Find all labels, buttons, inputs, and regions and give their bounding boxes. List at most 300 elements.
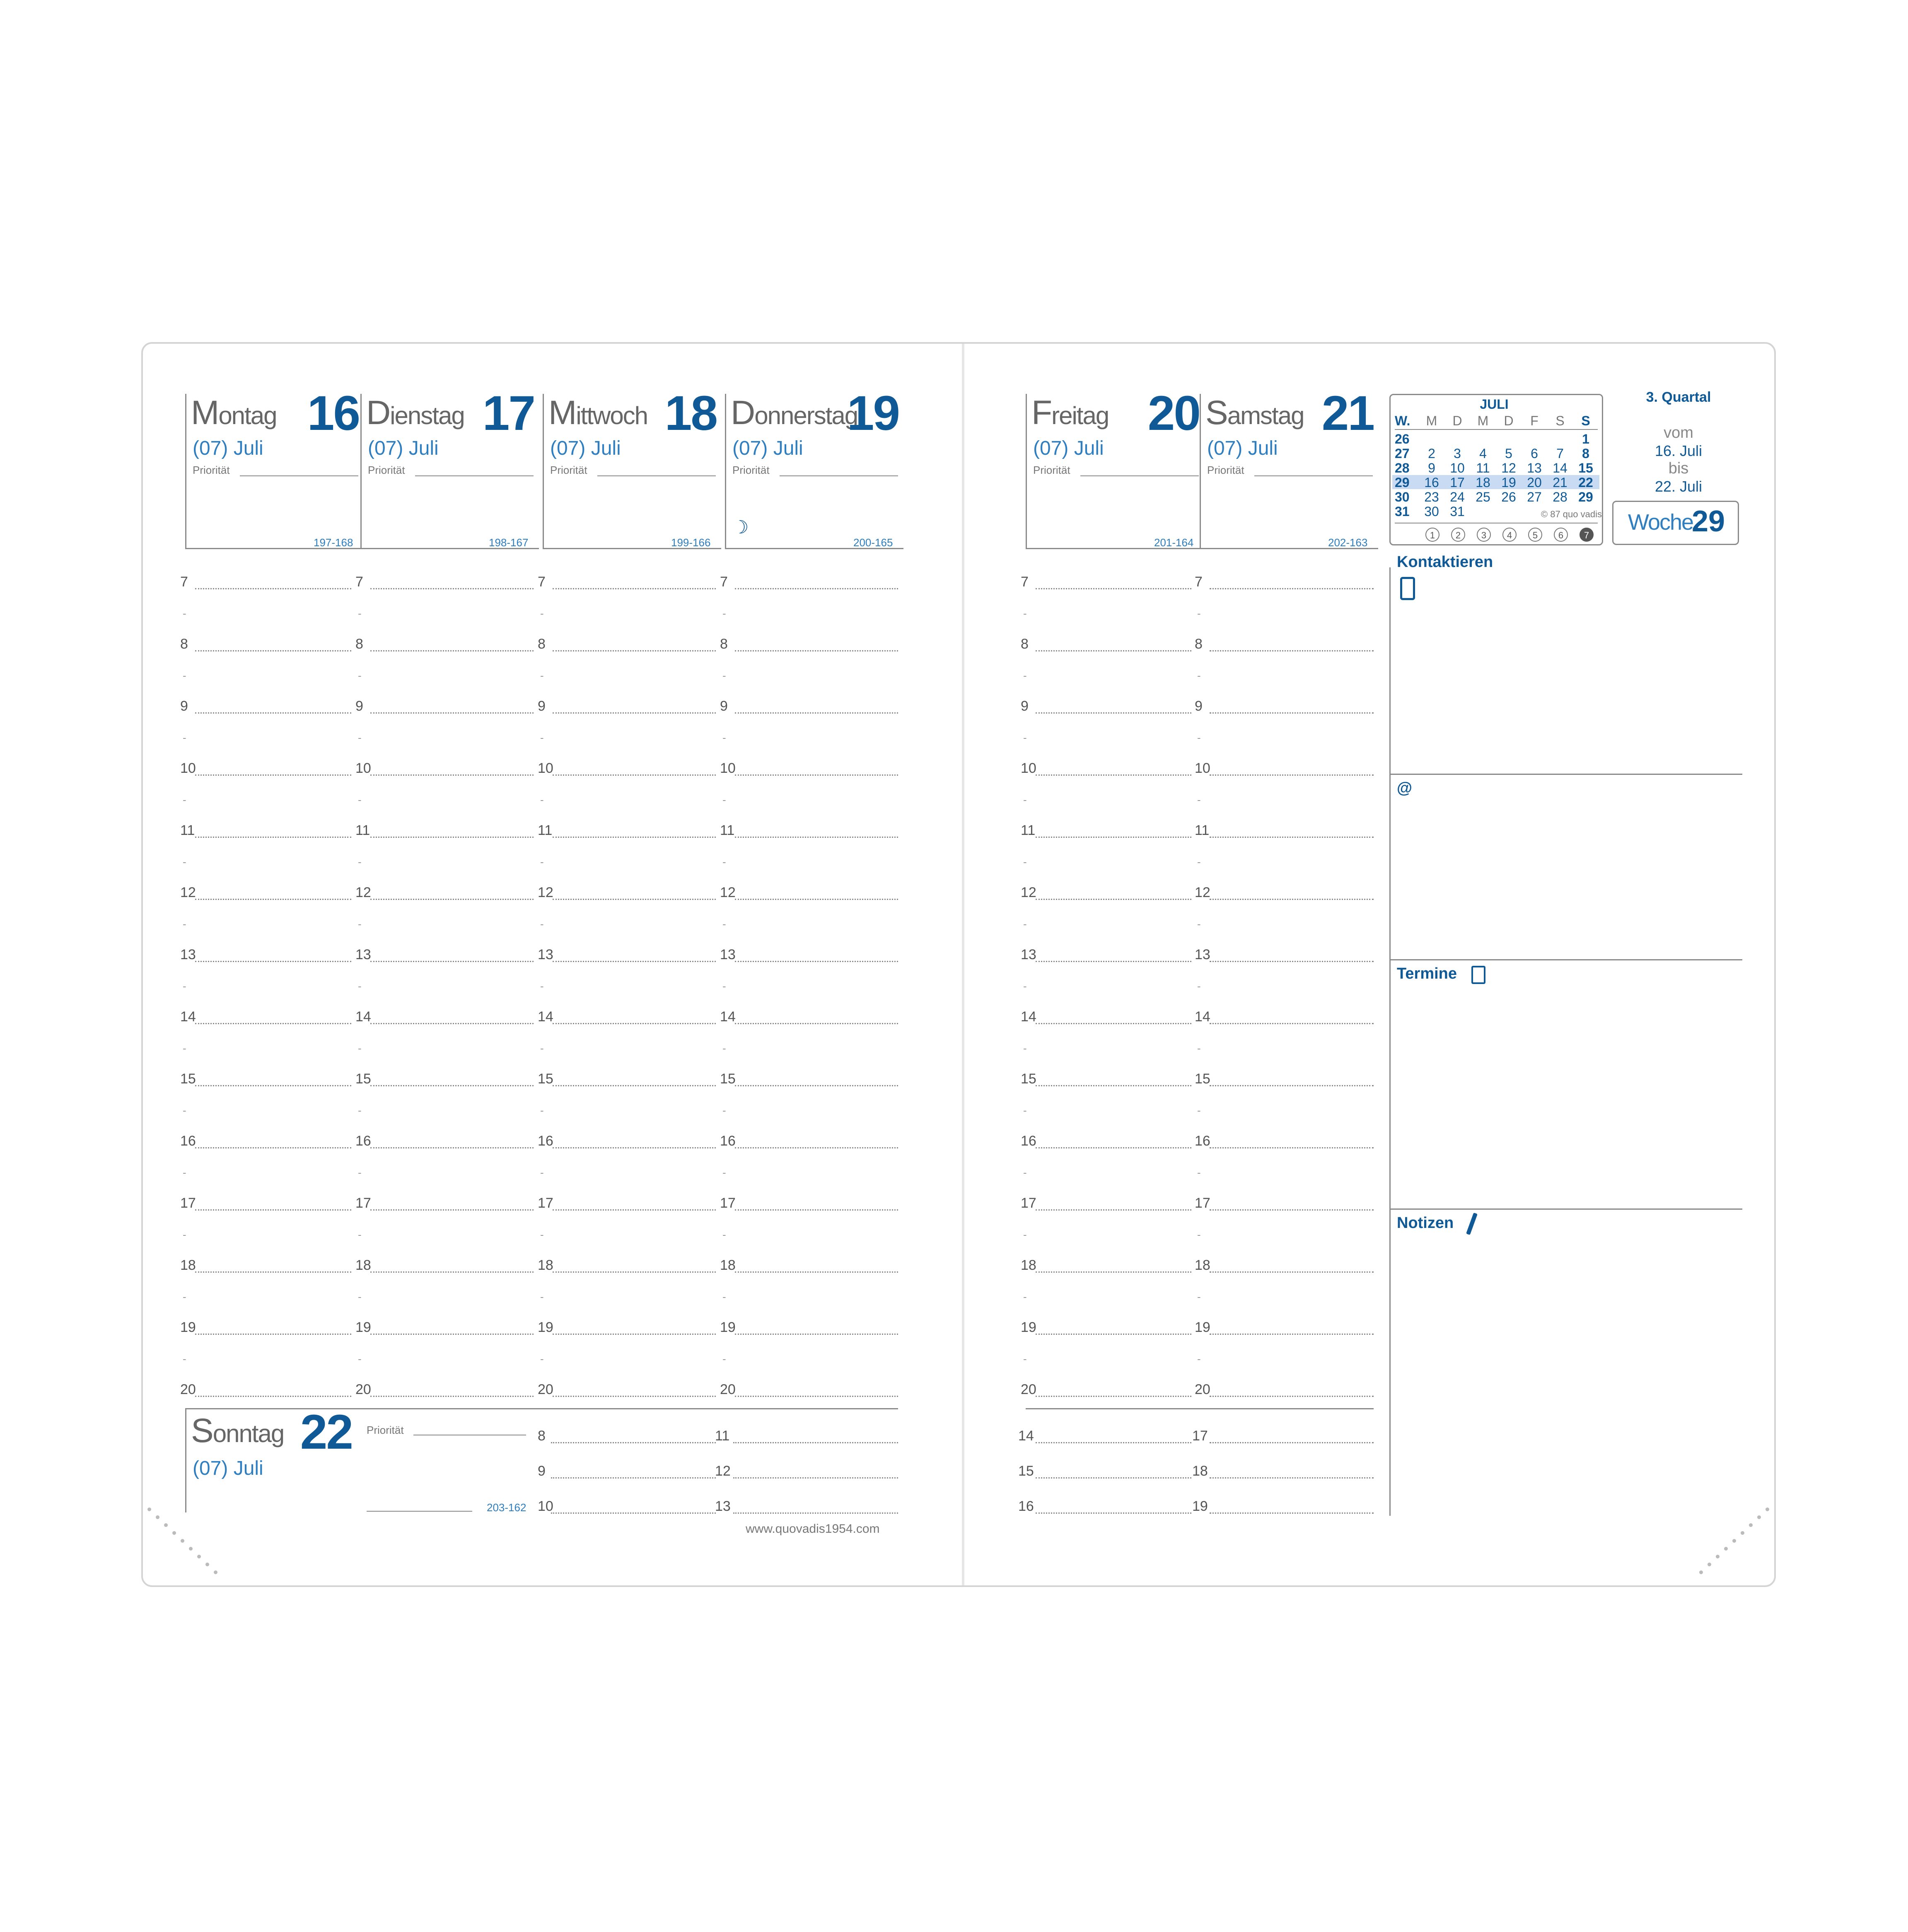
priority-label: Priorität: [1207, 464, 1244, 476]
hour-line: [735, 1147, 898, 1148]
hour-line: [1210, 1271, 1374, 1273]
mini-calendar-day: 11: [1476, 461, 1490, 475]
half-hour-mark: -: [722, 1166, 726, 1179]
hour-label: 15: [355, 1071, 371, 1087]
day-count: 202-163: [1328, 536, 1368, 549]
hour-label: 18: [180, 1257, 196, 1273]
half-hour-mark: -: [722, 1104, 726, 1117]
day-name-initial: M: [191, 394, 219, 432]
day-name-initial: D: [366, 394, 390, 432]
day-name: [1205, 393, 1304, 432]
priority-line: [780, 475, 898, 476]
hour-label: 20: [355, 1382, 371, 1397]
hour-line: [370, 837, 534, 838]
hour-label: 11: [355, 822, 370, 838]
hour-line: [735, 712, 898, 714]
half-hour-mark: -: [540, 607, 544, 620]
hour-line: [1036, 712, 1191, 714]
hour-label: 19: [180, 1319, 196, 1335]
day-name-initial: S: [1205, 394, 1227, 432]
perforation-dot: [1741, 1531, 1744, 1535]
perforation-dot: [1699, 1570, 1703, 1574]
half-hour-mark: -: [1197, 856, 1201, 868]
hour-label: 17: [1021, 1195, 1036, 1211]
hour-label: 18: [1021, 1257, 1036, 1273]
mini-calendar-day: 21: [1553, 475, 1567, 490]
half-hour-mark: -: [1197, 607, 1201, 620]
hour-line: [1210, 712, 1374, 714]
hour-label: 16: [538, 1133, 553, 1149]
phone-icon: [1400, 577, 1415, 600]
hour-line: [1210, 588, 1374, 589]
half-hour-mark: -: [358, 1166, 362, 1179]
day-name: [1031, 393, 1109, 432]
half-hour-mark: -: [722, 1290, 726, 1303]
hour-line: [735, 899, 898, 900]
hour-label: 13: [180, 947, 196, 962]
hour-label: 17: [720, 1195, 736, 1211]
hour-line: [553, 961, 716, 962]
hour-line: [195, 899, 351, 900]
half-hour-mark: -: [183, 1166, 186, 1179]
half-hour-mark: -: [358, 1228, 362, 1241]
mini-calendar-day: 18: [1476, 475, 1490, 490]
hour-line: [1210, 1334, 1374, 1335]
moon-phase-icon: ☽: [732, 517, 749, 538]
half-hour-mark: -: [722, 1228, 726, 1241]
hour-label: 7: [720, 574, 728, 590]
mini-calendar-header: D: [1452, 413, 1462, 428]
mini-calendar-day: 13: [1527, 461, 1542, 475]
hour-line: [370, 1085, 534, 1086]
half-hour-mark: -: [1023, 1290, 1027, 1303]
mini-calendar-header: D: [1504, 413, 1514, 428]
hour-label: 8: [355, 636, 363, 652]
mini-calendar-week-number: 27: [1395, 446, 1410, 461]
hour-label: 19: [1195, 1319, 1210, 1335]
hour-line: [1210, 837, 1374, 838]
hour-label: 12: [538, 885, 553, 900]
hour-label: 20: [720, 1382, 736, 1397]
hour-label: 12: [1195, 885, 1210, 900]
hour-label: 17: [1195, 1195, 1210, 1211]
hour-label: 19: [538, 1319, 553, 1335]
half-hour-mark: -: [1197, 1104, 1201, 1117]
half-hour-mark: -: [358, 980, 362, 992]
hour-label: 9: [1195, 698, 1203, 714]
half-hour-mark: -: [722, 669, 726, 682]
mini-calendar-day: 5: [1505, 446, 1512, 461]
hour-label: 9: [538, 1463, 546, 1479]
perforation-dot: [189, 1547, 193, 1551]
hour-label: 12: [180, 885, 196, 900]
weekday-number-circle: 3: [1477, 528, 1491, 542]
hour-label: 10: [538, 1498, 553, 1514]
sidebar-left-border: [1389, 567, 1391, 1516]
half-hour-mark: -: [1023, 1228, 1027, 1241]
day-number: 18: [664, 386, 717, 441]
quarter-label: 3. Quartal: [1646, 389, 1711, 405]
weekday-number-circle: 1: [1425, 528, 1439, 542]
hour-line: [553, 1396, 716, 1397]
half-hour-mark: -: [183, 731, 186, 744]
mini-calendar: [1389, 394, 1603, 545]
hour-label: 14: [1021, 1009, 1036, 1025]
hour-line: [735, 961, 898, 962]
mini-calendar-day: 8: [1582, 446, 1589, 461]
half-hour-mark: -: [540, 1290, 544, 1303]
hour-line: [1036, 774, 1191, 776]
hour-line: [195, 1334, 351, 1335]
email-rule: [1389, 959, 1742, 960]
hour-label: 17: [355, 1195, 371, 1211]
hour-line: [553, 1085, 716, 1086]
priority-label: Priorität: [732, 464, 770, 476]
hour-label: 16: [355, 1133, 371, 1149]
perforation-dot: [172, 1531, 176, 1535]
week-number: 29: [1692, 505, 1725, 538]
day-number: 20: [1147, 386, 1200, 441]
hour-line: [553, 1271, 716, 1273]
half-hour-mark: -: [183, 669, 186, 682]
hour-label: 16: [180, 1133, 196, 1149]
day-month: (07) Juli: [550, 437, 621, 459]
mini-calendar-day: 3: [1454, 446, 1461, 461]
half-hour-mark: -: [1197, 1228, 1201, 1241]
priority-label: Priorität: [367, 1424, 404, 1436]
perforation-dot: [1724, 1547, 1728, 1551]
hour-label: 13: [1021, 947, 1036, 962]
half-hour-mark: -: [1023, 856, 1027, 868]
day-name: [191, 393, 276, 432]
half-hour-mark: -: [722, 731, 726, 744]
hour-line: [735, 1209, 898, 1211]
hour-line: [553, 899, 716, 900]
hour-line: [1036, 588, 1191, 589]
hour-line: [553, 1334, 716, 1335]
hour-line: [735, 1271, 898, 1273]
hour-line: [1036, 1085, 1191, 1086]
hour-line: [370, 774, 534, 776]
day-number: 19: [847, 386, 899, 441]
hour-line: [370, 1209, 534, 1211]
hour-line: [551, 1512, 716, 1514]
hour-label: 9: [180, 698, 188, 714]
termine-title: Termine: [1397, 965, 1457, 982]
hour-line: [1210, 1085, 1374, 1086]
mini-calendar-day: 30: [1424, 504, 1439, 519]
half-hour-mark: -: [1197, 1042, 1201, 1054]
hour-label: 19: [1021, 1319, 1036, 1335]
perforation-dot: [164, 1523, 168, 1527]
hour-line: [1210, 961, 1374, 962]
hour-line: [735, 588, 898, 589]
hour-line: [370, 712, 534, 714]
hour-label: 8: [1021, 636, 1029, 652]
mini-calendar-week-number: 26: [1395, 432, 1410, 446]
hour-label: 9: [355, 698, 363, 714]
weekday-number-circle: 6: [1554, 528, 1568, 542]
half-hour-mark: -: [1023, 669, 1027, 682]
hour-line: [1210, 1209, 1374, 1211]
half-hour-mark: -: [183, 1290, 186, 1303]
hour-line: [735, 837, 898, 838]
weekday-number-circle: 2: [1451, 528, 1465, 542]
half-hour-mark: -: [183, 1042, 186, 1054]
hour-label: 9: [538, 698, 546, 714]
half-hour-mark: -: [1197, 1166, 1201, 1179]
email-at-label: @: [1397, 779, 1413, 797]
hour-label: 16: [1195, 1133, 1210, 1149]
half-hour-mark: -: [540, 1166, 544, 1179]
hour-label: 15: [180, 1071, 196, 1087]
mini-calendar-header: S: [1581, 413, 1590, 428]
half-hour-mark: -: [540, 918, 544, 930]
hour-label: 16: [1021, 1133, 1036, 1149]
mini-calendar-header: S: [1555, 413, 1565, 428]
hour-line: [370, 899, 534, 900]
mini-calendar-day: 6: [1531, 446, 1538, 461]
quarter-bis: bis: [1668, 460, 1689, 477]
mini-calendar-day: 4: [1479, 446, 1487, 461]
hour-label: 8: [538, 636, 546, 652]
half-hour-mark: -: [722, 856, 726, 868]
hour-label: 20: [538, 1382, 553, 1397]
hour-label: 11: [1195, 822, 1210, 838]
mini-calendar-copyright: © 87 quo vadis: [1541, 509, 1602, 519]
hour-line: [1210, 1023, 1374, 1024]
mini-calendar-day: 17: [1450, 475, 1465, 490]
half-hour-mark: -: [358, 794, 362, 806]
perforation-dot: [1757, 1515, 1761, 1519]
priority-label: Priorität: [1033, 464, 1070, 476]
day-name-initial: F: [1031, 394, 1052, 432]
mini-calendar-week-number: 30: [1395, 490, 1410, 504]
hour-label: 13: [720, 947, 736, 962]
mini-calendar-day: 12: [1501, 461, 1516, 475]
hour-label: 11: [538, 822, 553, 838]
hour-label: 18: [1192, 1463, 1208, 1479]
hour-label: 14: [720, 1009, 736, 1025]
hour-label: 8: [538, 1428, 546, 1444]
hour-label: 12: [355, 885, 371, 900]
hour-line: [370, 1147, 534, 1148]
half-hour-mark: -: [540, 1104, 544, 1117]
mini-calendar-day: 9: [1428, 461, 1435, 475]
termine-rule: [1389, 1208, 1742, 1210]
hour-line: [1210, 899, 1374, 900]
hour-line: [1036, 1271, 1191, 1273]
hour-label: 20: [180, 1382, 196, 1397]
sunday-box-border: [185, 1409, 186, 1512]
hour-label: 17: [180, 1195, 196, 1211]
mini-calendar-day: 7: [1556, 446, 1564, 461]
kontaktieren-title: Kontaktieren: [1397, 553, 1493, 571]
hour-label: 15: [1195, 1071, 1210, 1087]
hour-line: [1210, 1396, 1374, 1397]
hour-line: [735, 1334, 898, 1335]
week-label: Woche: [1628, 510, 1693, 535]
half-hour-mark: -: [1023, 1042, 1027, 1054]
perforation-dot: [1708, 1563, 1711, 1566]
mini-calendar-header: M: [1426, 413, 1437, 428]
quarter-vom: vom: [1664, 424, 1693, 441]
half-hour-mark: -: [1197, 669, 1201, 682]
half-hour-mark: -: [540, 669, 544, 682]
half-hour-mark: -: [358, 607, 362, 620]
mini-calendar-day: 31: [1450, 504, 1465, 519]
day-month: (07) Juli: [193, 1457, 263, 1479]
hour-line: [370, 1396, 534, 1397]
hour-label: 10: [355, 760, 371, 776]
page-fold: [962, 344, 964, 1585]
hour-line: [195, 1023, 351, 1024]
day-name-rest: onnerstag: [754, 402, 858, 429]
hour-label: 18: [720, 1257, 736, 1273]
half-hour-mark: -: [183, 1228, 186, 1241]
mini-calendar-day: 27: [1527, 490, 1542, 504]
hour-line: [1036, 1442, 1191, 1443]
hour-line: [735, 650, 898, 651]
half-hour-mark: -: [1197, 1353, 1201, 1365]
perforation-dot: [214, 1570, 217, 1574]
day-count: 200-165: [853, 536, 893, 549]
day-number: 16: [307, 386, 359, 441]
hour-line: [1036, 899, 1191, 900]
mini-calendar-day: 10: [1450, 461, 1465, 475]
half-hour-mark: -: [358, 731, 362, 744]
hour-line: [551, 1442, 716, 1443]
hour-line: [735, 774, 898, 776]
half-hour-mark: -: [1197, 980, 1201, 992]
hour-label: 9: [720, 698, 728, 714]
hour-label: 8: [720, 636, 728, 652]
half-hour-mark: -: [183, 1104, 186, 1117]
weekday-number-circle: 4: [1502, 528, 1517, 542]
hour-label: 8: [180, 636, 188, 652]
hour-label: 10: [1021, 760, 1036, 776]
hour-line: [735, 1085, 898, 1086]
hour-line: [1036, 1147, 1191, 1148]
mini-calendar-day: 2: [1428, 446, 1435, 461]
half-hour-mark: -: [1023, 607, 1027, 620]
hour-line: [195, 837, 351, 838]
hour-line: [553, 1023, 716, 1024]
day-count: 199-166: [671, 536, 711, 549]
half-hour-mark: -: [358, 1290, 362, 1303]
half-hour-mark: -: [1197, 731, 1201, 744]
bottom-rule-right: [1026, 1408, 1374, 1409]
hour-label: 15: [1021, 1071, 1036, 1087]
hour-line: [195, 1085, 351, 1086]
day-month: (07) Juli: [1033, 437, 1104, 459]
half-hour-mark: -: [1197, 918, 1201, 930]
hour-label: 8: [1195, 636, 1203, 652]
hour-line: [735, 1023, 898, 1024]
mini-calendar-day: 29: [1578, 490, 1593, 504]
hour-label: 16: [1018, 1498, 1034, 1514]
mini-calendar-day: 16: [1424, 475, 1439, 490]
hour-line: [1036, 961, 1191, 962]
half-hour-mark: -: [540, 980, 544, 992]
half-hour-mark: -: [183, 1353, 186, 1365]
half-hour-mark: -: [358, 669, 362, 682]
website-footer: www.quovadis1954.com: [746, 1522, 880, 1536]
half-hour-mark: -: [1023, 1353, 1027, 1365]
half-hour-mark: -: [540, 1353, 544, 1365]
hour-line: [370, 650, 534, 651]
half-hour-mark: -: [358, 1042, 362, 1054]
hour-label: 15: [720, 1071, 736, 1087]
perforation-dot: [156, 1515, 159, 1519]
hour-label: 14: [1195, 1009, 1210, 1025]
hour-line: [1210, 774, 1374, 776]
hour-line: [1036, 1023, 1191, 1024]
hour-line: [553, 588, 716, 589]
priority-line: [1080, 475, 1199, 476]
hour-label: 12: [720, 885, 736, 900]
hour-line: [195, 1271, 351, 1273]
mini-calendar-day: 26: [1501, 490, 1516, 504]
perforation-dot: [197, 1555, 201, 1558]
sunday-bottom-line: [367, 1511, 472, 1512]
half-hour-mark: -: [722, 980, 726, 992]
half-hour-mark: -: [540, 1042, 544, 1054]
hour-label: 7: [1195, 574, 1203, 590]
perforation-dot: [1716, 1555, 1720, 1558]
hour-label: 13: [1195, 947, 1210, 962]
priority-line: [1254, 475, 1373, 476]
day-name-initial: M: [548, 394, 576, 432]
hour-line: [735, 1396, 898, 1397]
kontaktieren-rule: [1389, 774, 1742, 775]
hour-label: 18: [538, 1257, 553, 1273]
mini-calendar-day: 1: [1582, 432, 1589, 446]
notizen-title: Notizen: [1397, 1214, 1454, 1232]
hour-line: [195, 1396, 351, 1397]
hour-line: [553, 1209, 716, 1211]
priority-label: Priorität: [368, 464, 405, 476]
half-hour-mark: -: [722, 918, 726, 930]
half-hour-mark: -: [358, 918, 362, 930]
hour-line: [551, 1477, 716, 1479]
hour-label: 19: [720, 1319, 736, 1335]
mini-calendar-week-number: 29: [1395, 475, 1410, 490]
hour-line: [733, 1512, 898, 1514]
hour-label: 10: [180, 760, 196, 776]
half-hour-mark: -: [722, 1042, 726, 1054]
hour-label: 7: [538, 574, 546, 590]
quarter-to-date: 22. Juli: [1654, 478, 1703, 495]
hour-line: [195, 588, 351, 589]
half-hour-mark: -: [1023, 1166, 1027, 1179]
hour-line: [370, 1271, 534, 1273]
half-hour-mark: -: [183, 607, 186, 620]
notepad-icon: [1471, 966, 1485, 984]
hour-label: 11: [180, 822, 195, 838]
day-name: [366, 393, 464, 432]
half-hour-mark: -: [358, 856, 362, 868]
half-hour-mark: -: [540, 794, 544, 806]
mini-calendar-day: 15: [1578, 461, 1593, 475]
mini-calendar-week-number: 31: [1395, 504, 1410, 519]
half-hour-mark: -: [540, 1228, 544, 1241]
hour-line: [1036, 1512, 1191, 1514]
hour-line: [553, 712, 716, 714]
day-month: (07) Juli: [368, 437, 439, 459]
half-hour-mark: -: [1197, 1290, 1201, 1303]
hour-label: 9: [1021, 698, 1029, 714]
